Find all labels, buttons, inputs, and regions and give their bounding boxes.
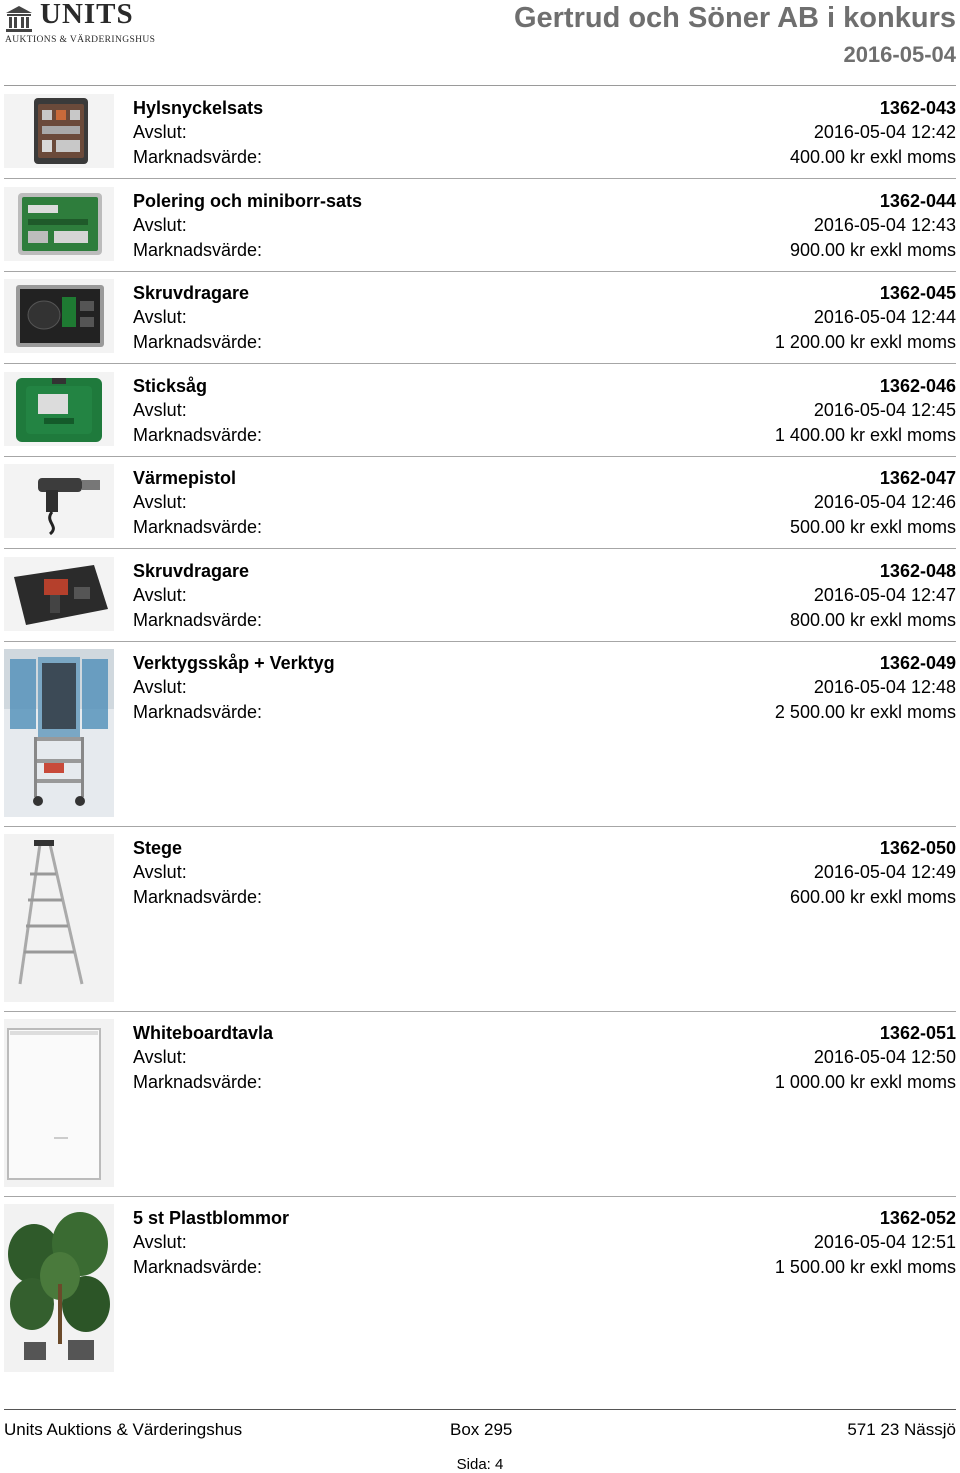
auction-item bbox=[4, 179, 956, 272]
end-label: Avslut: bbox=[133, 1232, 187, 1253]
lot-number: 1362-052 bbox=[879, 1208, 956, 1228]
footer-address: 571 23 Nässjö bbox=[847, 1420, 956, 1439]
page-header bbox=[0, 0, 960, 86]
heat-gun-icon bbox=[4, 464, 114, 538]
auction-item bbox=[4, 364, 956, 457]
end-label: Avslut: bbox=[133, 307, 187, 328]
drill-case-icon bbox=[4, 557, 114, 631]
lot-number: 1362-046 bbox=[879, 376, 956, 396]
lot-number: 1362-043 bbox=[879, 98, 956, 118]
market-value: 400.00 kr exkl moms bbox=[789, 146, 956, 167]
market-value: 600.00 kr exkl moms bbox=[789, 886, 956, 907]
item-title: Skruvdragare bbox=[133, 283, 250, 303]
item-title: Hylsnyckelsats bbox=[133, 98, 264, 118]
end-label: Avslut: bbox=[133, 1047, 187, 1068]
page-number: Sida: 4 bbox=[456, 1456, 504, 1473]
auction-item bbox=[4, 641, 956, 827]
market-value-label: Marknadsvärde: bbox=[133, 701, 263, 722]
market-value: 1 000.00 kr exkl moms bbox=[774, 1071, 956, 1092]
end-label: Avslut: bbox=[133, 677, 187, 698]
end-time: 2016-05-04 12:47 bbox=[813, 585, 956, 606]
end-time: 2016-05-04 12:43 bbox=[813, 215, 956, 236]
jigsaw-case-icon bbox=[4, 372, 114, 446]
market-value: 1 500.00 kr exkl moms bbox=[774, 1256, 956, 1277]
market-value-label: Marknadsvärde: bbox=[133, 146, 263, 167]
lot-number: 1362-048 bbox=[879, 561, 956, 581]
lot-number: 1362-051 bbox=[879, 1023, 956, 1043]
market-value: 1 200.00 kr exkl moms bbox=[774, 331, 956, 352]
end-label: Avslut: bbox=[133, 862, 187, 883]
market-value: 1 400.00 kr exkl moms bbox=[774, 424, 956, 445]
auction-item bbox=[4, 549, 956, 642]
end-time: 2016-05-04 12:51 bbox=[813, 1232, 956, 1253]
end-time: 2016-05-04 12:42 bbox=[813, 122, 956, 143]
mini-drill-case-icon bbox=[4, 187, 114, 261]
end-label: Avslut: bbox=[133, 122, 187, 143]
lot-number: 1362-050 bbox=[879, 838, 956, 858]
item-title: Sticksåg bbox=[133, 376, 208, 396]
tool-cabinet-icon bbox=[4, 649, 114, 817]
auction-item bbox=[4, 271, 956, 364]
item-title: Skruvdragare bbox=[133, 561, 250, 581]
header-date: 2016-05-04 bbox=[843, 42, 956, 67]
market-value: 900.00 kr exkl moms bbox=[789, 239, 956, 260]
ladder-icon bbox=[4, 834, 114, 1002]
end-time: 2016-05-04 12:48 bbox=[813, 677, 956, 698]
market-value-label: Marknadsvärde: bbox=[133, 239, 263, 260]
market-value-label: Marknadsvärde: bbox=[133, 331, 263, 352]
footer-divider bbox=[4, 1409, 956, 1410]
socket-set-icon bbox=[4, 94, 114, 168]
market-value-label: Marknadsvärde: bbox=[133, 516, 263, 537]
market-value: 2 500.00 kr exkl moms bbox=[774, 701, 956, 722]
logo-wordmark: UNITS bbox=[40, 0, 134, 30]
market-value-label: Marknadsvärde: bbox=[133, 886, 263, 907]
end-label: Avslut: bbox=[133, 215, 187, 236]
lot-number: 1362-047 bbox=[879, 468, 956, 488]
building-icon bbox=[4, 4, 34, 34]
end-time: 2016-05-04 12:49 bbox=[813, 862, 956, 883]
auction-item bbox=[4, 1011, 956, 1197]
end-time: 2016-05-04 12:50 bbox=[813, 1047, 956, 1068]
units-logo bbox=[4, 2, 164, 46]
market-value-label: Marknadsvärde: bbox=[133, 1071, 263, 1092]
lot-number: 1362-044 bbox=[879, 191, 956, 211]
item-title: Verktygsskåp + Verktyg bbox=[133, 653, 335, 673]
item-title: 5 st Plastblommor bbox=[133, 1208, 290, 1228]
footer-box: Box 295 bbox=[450, 1420, 513, 1439]
end-time: 2016-05-04 12:44 bbox=[813, 307, 956, 328]
end-label: Avslut: bbox=[133, 400, 187, 421]
item-title: Värmepistol bbox=[133, 468, 237, 488]
market-value-label: Marknadsvärde: bbox=[133, 609, 263, 630]
item-title: Polering och miniborr-sats bbox=[133, 191, 363, 211]
market-value: 500.00 kr exkl moms bbox=[789, 516, 956, 537]
company-title: Gertrud och Söner AB i konkurs bbox=[513, 2, 956, 34]
logo-subtitle: AUKTIONS & VÄRDERINGSHUS bbox=[5, 35, 156, 45]
auction-item bbox=[4, 86, 956, 179]
footer-company: Units Auktions & Värderingshus bbox=[4, 1420, 243, 1439]
market-value: 800.00 kr exkl moms bbox=[789, 609, 956, 630]
lot-number: 1362-049 bbox=[879, 653, 956, 673]
end-label: Avslut: bbox=[133, 492, 187, 513]
end-label: Avslut: bbox=[133, 585, 187, 606]
end-time: 2016-05-04 12:45 bbox=[813, 400, 956, 421]
market-value-label: Marknadsvärde: bbox=[133, 1256, 263, 1277]
auction-item bbox=[4, 1196, 956, 1381]
item-title: Whiteboardtavla bbox=[133, 1023, 274, 1043]
lot-number: 1362-045 bbox=[879, 283, 956, 303]
end-time: 2016-05-04 12:46 bbox=[813, 492, 956, 513]
item-title: Stege bbox=[133, 838, 183, 858]
screwdriver-case-icon bbox=[4, 279, 114, 353]
auction-item bbox=[4, 456, 956, 549]
market-value-label: Marknadsvärde: bbox=[133, 424, 263, 445]
auction-item bbox=[4, 826, 956, 1012]
whiteboard-icon bbox=[4, 1019, 114, 1187]
plant-icon bbox=[4, 1204, 114, 1372]
